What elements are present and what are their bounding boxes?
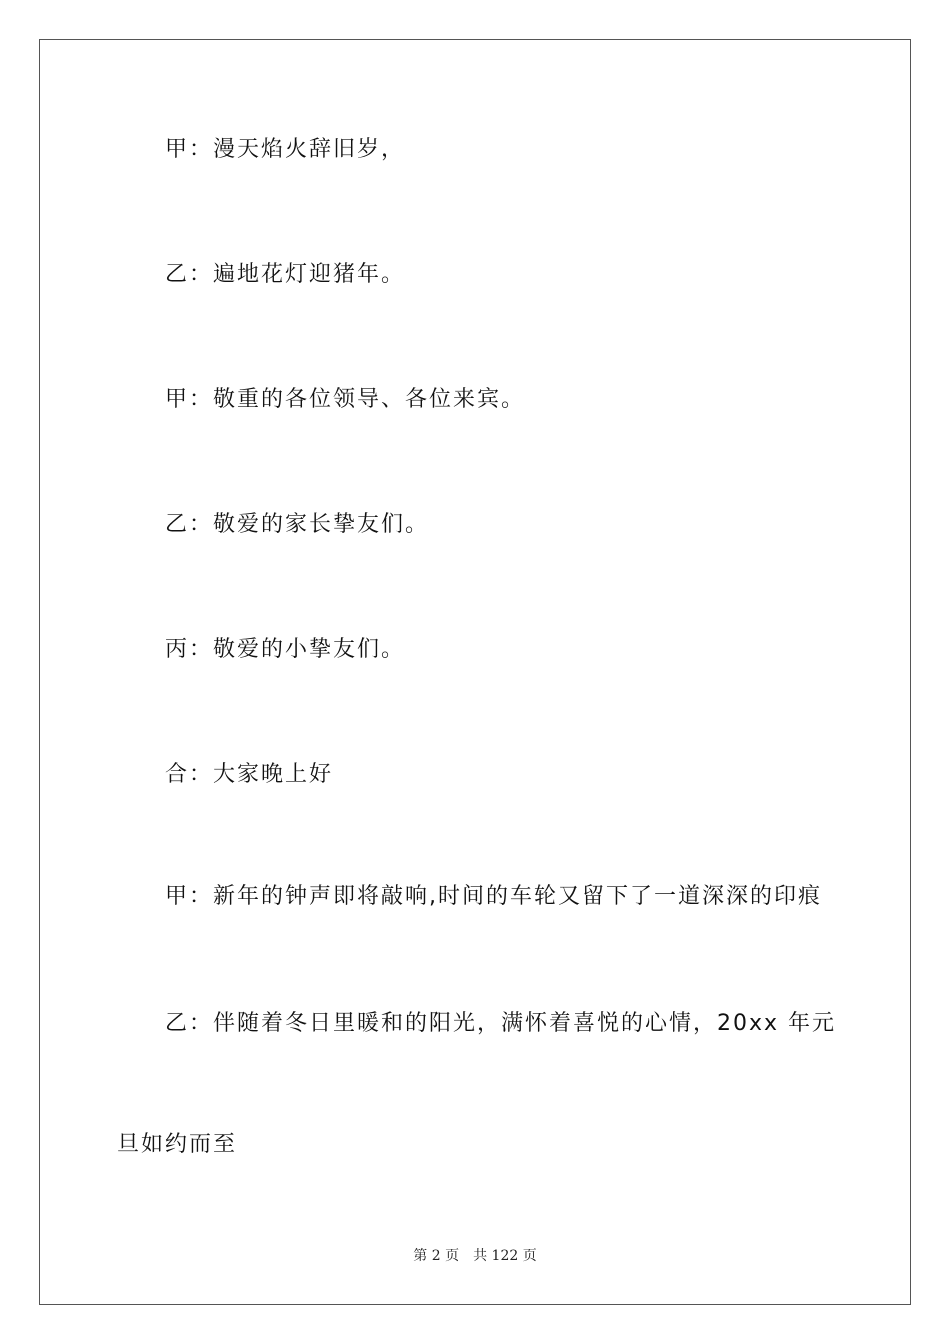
page-total: 共 122 页 (473, 1248, 537, 1264)
dialogue-line-jia-1: 甲：漫天焰火辞旧岁， (165, 137, 406, 162)
dialogue-line-yi-3-continued: 旦如约而至 (117, 1132, 238, 1157)
dialogue-line-he-1: 合：大家晚上好 (165, 762, 334, 787)
dialogue-line-jia-3: 甲：新年的钟声即将敲响,时间的车轮又留下了一道深深的印痕 (165, 884, 822, 909)
page-number: 第 2 页 (413, 1248, 460, 1264)
page-border (39, 39, 911, 1305)
dialogue-line-yi-2: 乙：敬爱的家长挚友们。 (165, 512, 430, 537)
dialogue-line-jia-2: 甲：敬重的各位领导、各位来宾。 (165, 387, 526, 412)
dialogue-line-yi-1: 乙：遍地花灯迎猪年。 (165, 262, 406, 287)
page-footer (0, 1247, 950, 1265)
dialogue-line-bing-1: 丙：敬爱的小挚友们。 (165, 637, 406, 662)
dialogue-line-yi-3: 乙：伴随着冬日里暖和的阳光，满怀着喜悦的心情，20xx 年元 (165, 1011, 837, 1036)
